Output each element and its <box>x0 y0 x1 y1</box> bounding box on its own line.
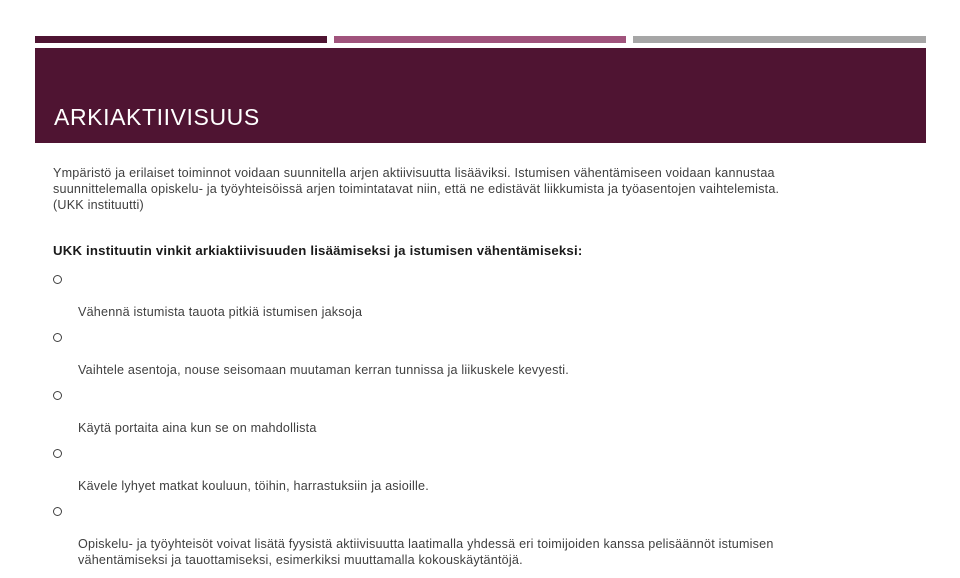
accent-bar-dark <box>35 36 327 43</box>
tip-text: Vaihtele asentoja, nouse seisomaan muutaman kerran tunnissa ja liikuskele kevyesti. <box>78 363 569 377</box>
title-band <box>35 48 926 143</box>
accent-bar-gray <box>633 36 926 43</box>
list-item <box>53 504 903 568</box>
circle-bullet-icon <box>53 449 62 458</box>
circle-bullet-icon <box>53 391 62 400</box>
intro-paragraph: Ympäristö ja erilaiset toiminnot voidaan suunnitella arjen aktiivisuutta lisääviksi. Istumisen vähentämiseen voidaan kannustaa suunnittelemalla opiskelu- ja työyhteisöissä arjen toimintatavat niin, että ne edistävät liikkumista ja työasentojen vaihtelemista. (UKK instituutti) <box>53 166 780 212</box>
tip-text: Käytä portaita aina kun se on mahdollista <box>78 421 317 435</box>
tips-list <box>53 272 903 568</box>
circle-bullet-icon <box>53 275 62 284</box>
tip-text: Opiskelu- ja työyhteisöt voivat lisätä fyysistä aktiivisuutta laatimalla yhdessä eri toimijoiden kanssa pelisäännöt istumisen vähentämiseksi ja tauottamiseksi, esimerkiksi muuttamalla kokouskäytäntöjä. <box>78 537 774 567</box>
list-item <box>53 330 903 378</box>
slide-title: ARKIAKTIIVISUUS <box>54 104 260 130</box>
list-item <box>53 272 903 320</box>
accent-bar-light <box>334 36 626 43</box>
list-item <box>53 446 903 494</box>
tip-text: Kävele lyhyet matkat kouluun, töihin, harrastuksiin ja asioille. <box>78 479 429 493</box>
slide-content <box>53 165 903 578</box>
circle-bullet-icon <box>53 333 62 342</box>
tips-heading: UKK instituutin vinkit arkiaktiivisuuden lisäämiseksi ja istumisen vähentämiseksi: <box>53 243 583 258</box>
list-item <box>53 388 903 436</box>
tip-text: Vähennä istumista tauota pitkiä istumisen jaksoja <box>78 305 363 319</box>
circle-bullet-icon <box>53 507 62 516</box>
